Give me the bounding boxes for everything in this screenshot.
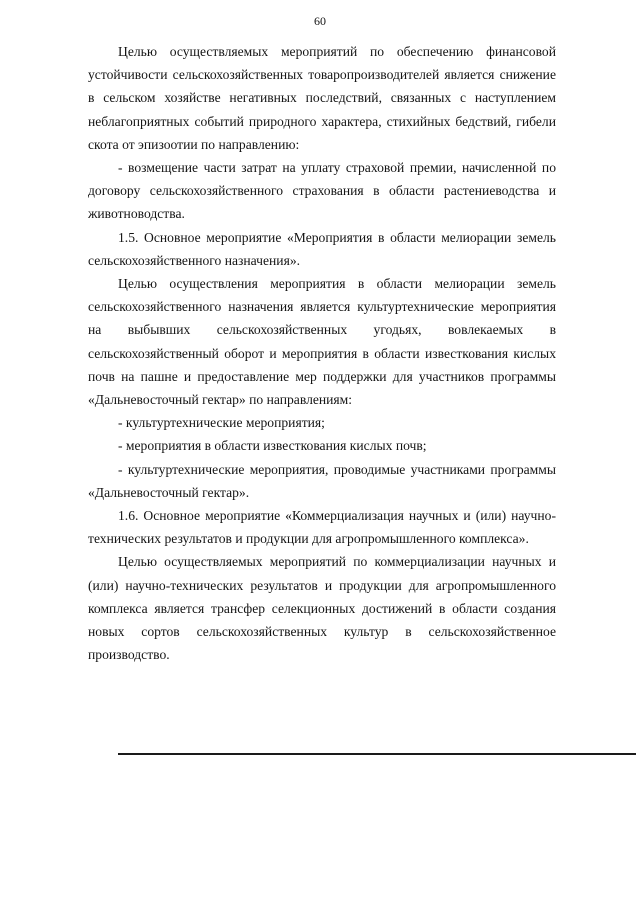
paragraph-commercialization-goal: Целью осуществляемых мероприятий по коммерциализации научных и (или) научно-технических результатов и продукции для агропромышленного комплекса является трансфер селекционных достижений в области создания новых сортов сельскохозяйственных культур в сельскохозяйственное производство.: [88, 554, 556, 663]
list-item-insurance-premium: - возмещение части затрат на уплату страховой премии, начисленной по договору сельскохозяйственного страхования в области растениеводства и животноводства.: [88, 160, 556, 222]
bottom-divider: [118, 753, 636, 755]
page-number: 60: [314, 14, 326, 28]
section-heading-1-5: 1.5. Основное мероприятие «Мероприятия в области мелиорации земель сельскохозяйственного назначения».: [88, 229, 556, 268]
list-item-liming: - мероприятия в области известкования кислых почв;: [118, 438, 427, 454]
list-item-far-east-hectare: - культуртехнические мероприятия, проводимые участниками программы «Дальневосточный гектар».: [88, 461, 556, 500]
section-heading-1-6: 1.6. Основное мероприятие «Коммерциализация научных и (или) научно-технических результатов и продукции для агропромышленного комплекса».: [88, 508, 556, 547]
document-body: [88, 40, 556, 666]
paragraph-insurance-goal: Целью осуществляемых мероприятий по обеспечению финансовой устойчивости сельскохозяйственных товаропроизводителей является снижение в сельском хозяйстве негативных последствий, связанных с наступлением неблагоприятных событий природного характера, стихийных бедствий, гибели скота от эпизоотии по направлению:: [88, 44, 556, 152]
paragraph-melioration-goal: Целью осуществления мероприятия в области мелиорации земель сельскохозяйственного назначения является культуртехнические мероприятия на выбывших сельскохозяйственных угодьях, вовлекаемых в сельскохозяйственный оборот и мероприятия в области известкования кислых почв на пашне и предоставление мер поддержки для участников программы «Дальневосточный гектар» по направлениям:: [88, 276, 556, 408]
list-item-cultural-technical: - культуртехнические мероприятия;: [118, 415, 325, 431]
